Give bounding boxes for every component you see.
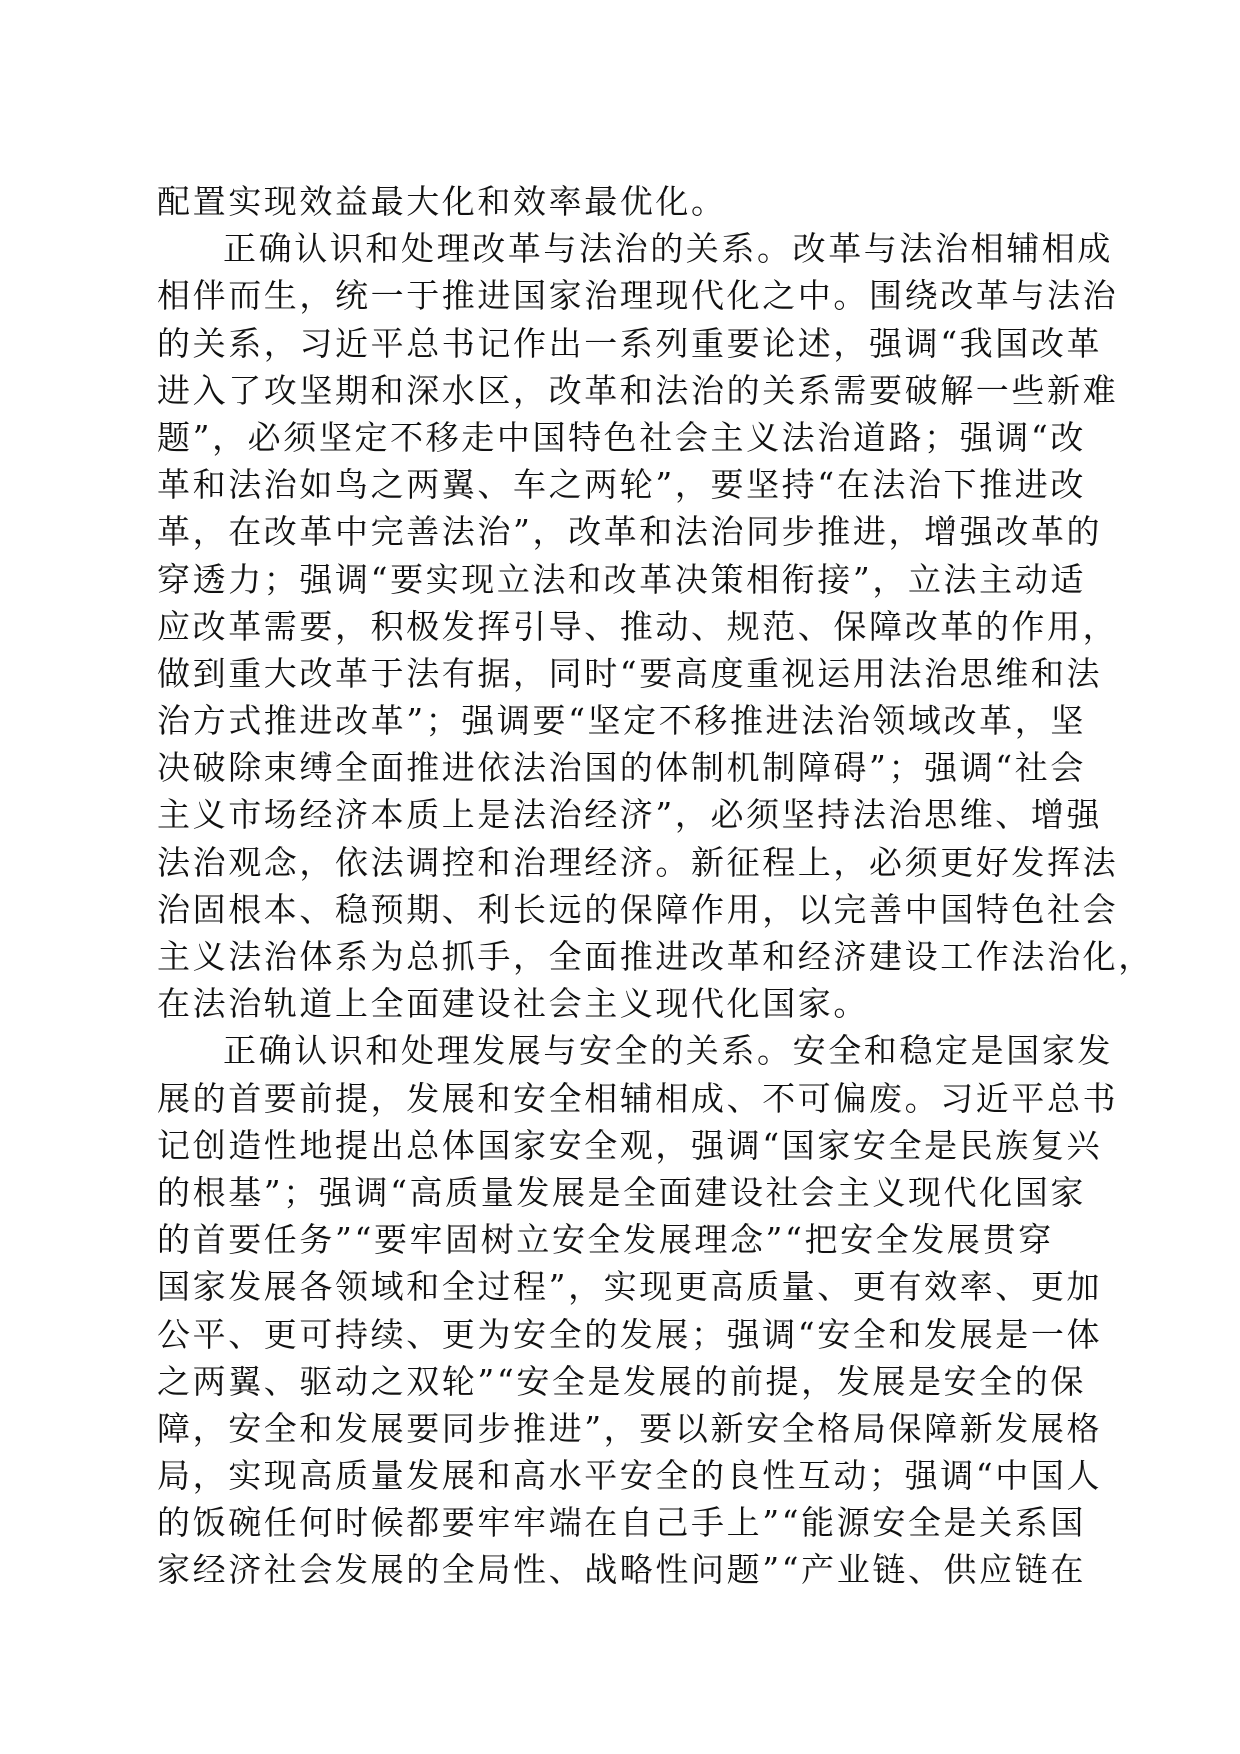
- text-line: 的首要任务”“要牢固树立安全发展理念”“把安全发展贯穿: [157, 1220, 1054, 1260]
- text-line: 障，安全和发展要同步推进”，要以新安全格局保障新发展格: [157, 1408, 1103, 1448]
- text-line: 家经济社会发展的全局性、战略性问题”“产业链、供应链在: [157, 1550, 1086, 1590]
- text-line: 主义市场经济本质上是法治经济”，必须坚持法治思维、增强: [157, 795, 1103, 835]
- text-line: 应改革需要，积极发挥引导、推动、规范、保障改革的作用，: [157, 606, 1119, 646]
- text-line: 国家发展各领域和全过程”，实现更高质量、更有效率、更加: [157, 1267, 1103, 1307]
- paragraph-start-line: 正确认识和处理改革与法治的关系。改革与法治相辅相成: [223, 229, 1113, 269]
- text-line: 的根基”；强调“高质量发展是全面建设社会主义现代化国家: [157, 1172, 1086, 1212]
- text-line: 治固根本、稳预期、利长远的保障作用，以完善中国特色社会: [157, 889, 1119, 929]
- text-line: 局，实现高质量发展和高水平安全的良性互动；强调“中国人: [157, 1456, 1103, 1496]
- text-line: 革，在改革中完善法治”，改革和法治同步推进，增强改革的: [157, 512, 1103, 552]
- text-line: 的饭碗任何时候都要牢牢端在自己手上”“能源安全是关系国: [157, 1503, 1086, 1543]
- text-line: 做到重大改革于法有据，同时“要高度重视运用法治思维和法: [157, 653, 1103, 693]
- text-line: 主义法治体系为总抓手，全面推进改革和经济建设工作法治化，: [157, 937, 1154, 976]
- text-line: 展的首要前提，发展和安全相辅相成、不可偏废。习近平总书: [157, 1078, 1119, 1118]
- text-line: 革和法治如鸟之两翼、车之两轮”，要坚持“在法治下推进改: [157, 465, 1086, 505]
- text-line: 在法治轨道上全面建设社会主义现代化国家。: [157, 984, 869, 1024]
- text-line: 进入了攻坚期和深水区，改革和法治的关系需要破解一些新难: [157, 370, 1119, 410]
- text-line: 之两翼、驱动之双轮”“安全是发展的前提，发展是安全的保: [157, 1361, 1086, 1401]
- text-line: 公平、更可持续、更为安全的发展；强调“安全和发展是一体: [157, 1314, 1103, 1354]
- text-line: 法治观念，依法调控和治理经济。新征程上，必须更好发挥法: [157, 842, 1119, 882]
- text-line: 题”，必须坚定不移走中国特色社会主义法治道路；强调“改: [157, 417, 1086, 457]
- text-line: 配置实现效益最大化和效率最优化。: [157, 182, 727, 221]
- body-text: [157, 178, 1154, 1594]
- text-line: 治方式推进改革”；强调要“坚定不移推进法治领域改革，坚: [157, 701, 1086, 741]
- paragraph-start-line: 正确认识和处理发展与安全的关系。安全和稳定是国家发: [223, 1031, 1113, 1071]
- text-line: 决破除束缚全面推进依法治国的体制机制障碍”；强调“社会: [157, 748, 1086, 788]
- text-line: 穿透力；强调“要实现立法和改革决策相衔接”，立法主动适: [157, 559, 1086, 599]
- text-line: 相伴而生，统一于推进国家治理现代化之中。围绕改革与法治: [157, 276, 1119, 316]
- text-line: 的关系，习近平总书记作出一系列重要论述，强调“我国改革: [157, 323, 1103, 363]
- text-line: 记创造性地提出总体国家安全观，强调“国家安全是民族复兴: [157, 1125, 1103, 1165]
